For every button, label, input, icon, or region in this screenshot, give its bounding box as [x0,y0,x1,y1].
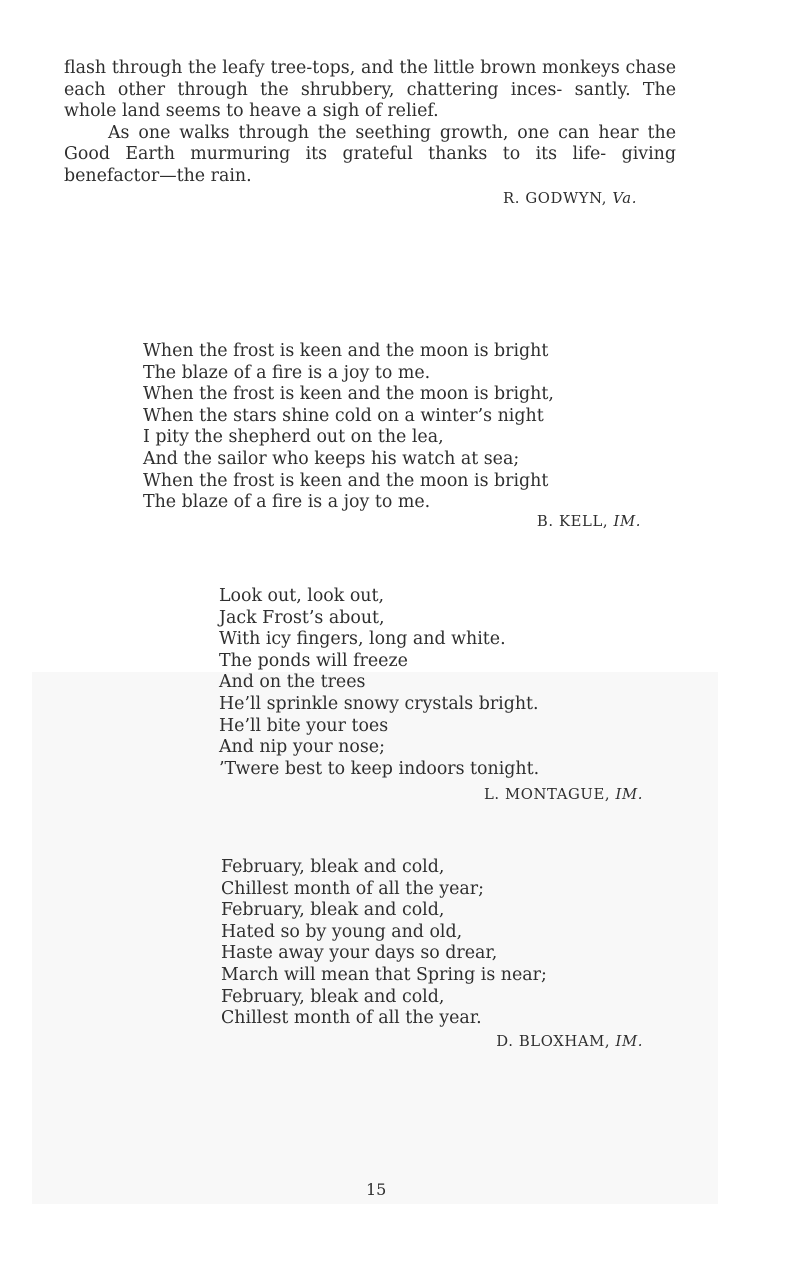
poem-line: Jack Frost’s about, [219,607,385,628]
poem-line: And the sailor who keeps his watch at sea; [143,448,520,469]
poem-line: I pity the shepherd out on the lea, [143,427,444,448]
prose-passage [64,58,676,187]
author-form: IM. [615,786,643,803]
prose-paragraph-2 [64,123,676,188]
prose-line: giving benefactor—the rain. [64,144,676,186]
poem-line: Haste away your days so drear, [221,943,498,964]
poem-line: And nip your nose; [219,737,385,758]
poem-line: With icy fingers, long and white. [219,629,506,650]
prose-signature [503,190,637,207]
author-name: L. MONTAGUE, [483,786,611,803]
poem-line: When the frost is keen and the moon is bright [143,341,549,361]
poem-line: February, bleak and cold, [221,986,445,1007]
poem-line: February, bleak and cold, [221,857,445,877]
author-form: Va. [612,190,637,207]
poem-line: When the stars shine cold on a winter’s night [143,405,544,426]
author-name: D. BLOXHAM, [496,1033,611,1050]
poem-february-signature [496,1033,643,1050]
author-name: R. GODWYN, [502,190,608,207]
poem-february [221,857,547,1030]
prose-line: As one walks through the seething growth, one can hear [108,122,639,143]
poem-line: And on the trees [219,672,366,693]
prose-paragraph-1 [64,58,676,123]
prose-line: santly. The whole land seems to heave a sigh of relief. [64,79,676,121]
author-form: IM. [615,1033,643,1050]
poem-line: Chillest month of all the year. [221,1008,482,1029]
author-name: B. KELL, [536,513,609,530]
poem-line: March will mean that Spring is near; [221,964,547,985]
poem-line: ’Twere best to keep indoors tonight. [219,758,540,779]
page-number: 15 [366,1180,387,1199]
poem-jack-frost [219,586,539,780]
poem-line: Chillest month of all the year; [221,878,484,899]
poem-line: Hated so by young and old, [221,921,463,942]
poem-line: When the frost is keen and the moon is bright, [143,384,554,405]
prose-line: chase each other through the shrubbery, chattering inces- [64,58,677,100]
poem-frost-signature [537,513,641,530]
poem-line: The ponds will freeze [219,650,408,671]
poem-line: When the frost is keen and the moon is bright [143,470,549,491]
poem-line: He’ll sprinkle snowy crystals bright. [219,693,539,714]
prose-line: flash through the leafy tree-tops, and the little brown monkeys [64,58,620,78]
poem-jack-frost-signature [484,786,643,803]
poem-line: February, bleak and cold, [221,900,445,921]
poem-line: Look out, look out, [219,586,385,606]
author-form: IM. [613,513,641,530]
poem-line: He’ll bite your toes [219,715,389,736]
poem-frost [143,341,554,514]
poem-line: The blaze of a fire is a joy to me. [143,492,431,513]
poem-line: The blaze of a fire is a joy to me. [143,362,431,383]
prose-line: the Good Earth murmuring its grateful thanks to its life- [64,122,677,164]
